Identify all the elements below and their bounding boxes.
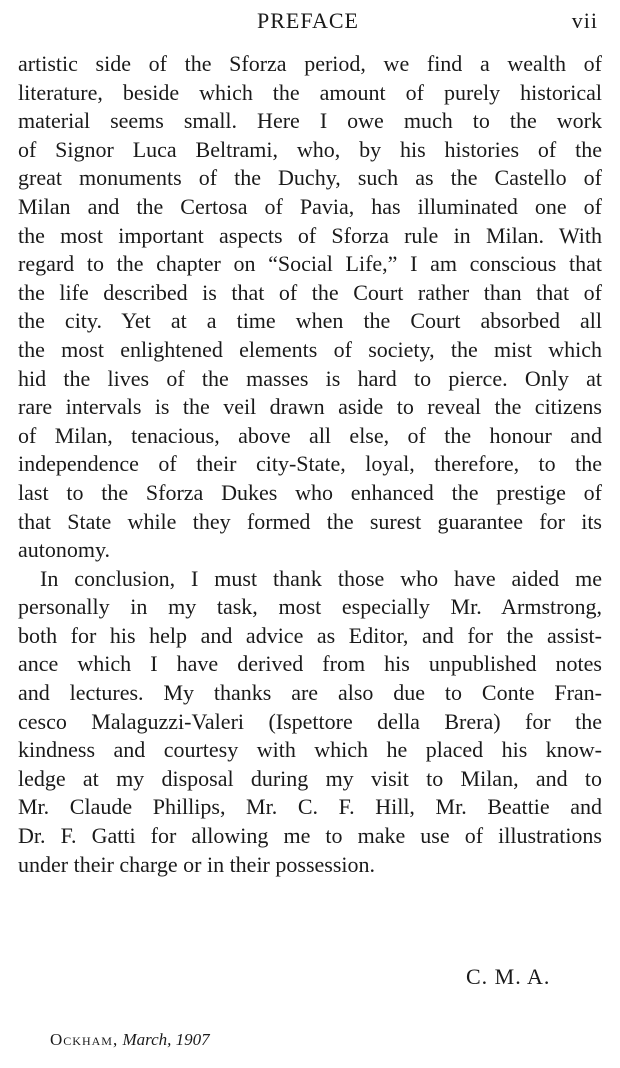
text-line: the life described is that of the Court rather than that of <box>18 279 602 305</box>
text-line: last to the Sforza Dukes who enhanced the prestige of <box>18 479 602 505</box>
author-initials: C. M. A. <box>466 964 551 989</box>
text-line: literature, beside which the amount of purely historical <box>18 79 602 105</box>
text-line: great monuments of the Duchy, such as the Castello of <box>18 165 602 191</box>
text-line: that State while they formed the surest guarantee for its <box>18 508 602 534</box>
text-line: independence of their city-State, loyal, therefore, to the <box>18 451 602 477</box>
text-line: rare intervals is the veil drawn aside to reveal the citizens <box>18 394 602 420</box>
text-line: material seems small. Here I owe much to the work <box>18 108 602 134</box>
text-line: both for his help and advice as Editor, and for the assist- <box>18 622 602 648</box>
text-line: artistic side of the Sforza period, we find a wealth of <box>18 51 602 76</box>
text-line: kindness and courtesy with which he placed his know- <box>18 737 602 763</box>
text-line: and lectures. My thanks are also due to Conte Fran- <box>18 680 602 706</box>
text-line: ance which I have derived from his unpublished notes <box>18 651 602 677</box>
page-number: vii <box>571 8 598 33</box>
text-line: of Milan, tenacious, above all else, of the honour and <box>18 422 602 448</box>
text-line: the city. Yet at a time when the Court absorbed all <box>18 308 602 334</box>
text-line: Dr. F. Gatti for allowing me to make use of illustrations <box>18 823 602 849</box>
text-line: In conclusion, I must thank those who have aided me <box>40 565 602 591</box>
text-line: regard to the chapter on “Social Life,” I am conscious that <box>18 251 602 277</box>
text-line: the most enlightened elements of society, the mist which <box>18 336 602 362</box>
body-text <box>18 50 602 879</box>
text-line: autonomy. <box>18 537 111 563</box>
place-name: Ockham, <box>50 1030 119 1049</box>
text-line: cesco Malaguzzi-Valeri (Ispettore della Brera) for the <box>18 708 602 734</box>
text-line: Milan and the Certosa of Pavia, has illuminated one of <box>18 193 602 219</box>
text-line: the most important aspects of Sforza rule in Milan. With <box>18 222 602 248</box>
text-line: of Signor Luca Beltrami, who, by his histories of the <box>18 136 602 162</box>
text-line: under their charge or in their possession. <box>18 851 376 877</box>
date: March, 1907 <box>122 1030 210 1049</box>
running-head <box>18 8 598 38</box>
text-line: ledge at my disposal during my visit to Milan, and to <box>18 765 602 791</box>
running-title: PREFACE <box>257 8 359 33</box>
text-line: personally in my task, most especially Mr. Armstrong, <box>18 594 602 620</box>
text-line: Mr. Claude Phillips, Mr. C. F. Hill, Mr. Beattie and <box>18 794 602 820</box>
text-line: hid the lives of the masses is hard to pierce. Only at <box>18 365 602 391</box>
place-date <box>50 1030 210 1050</box>
